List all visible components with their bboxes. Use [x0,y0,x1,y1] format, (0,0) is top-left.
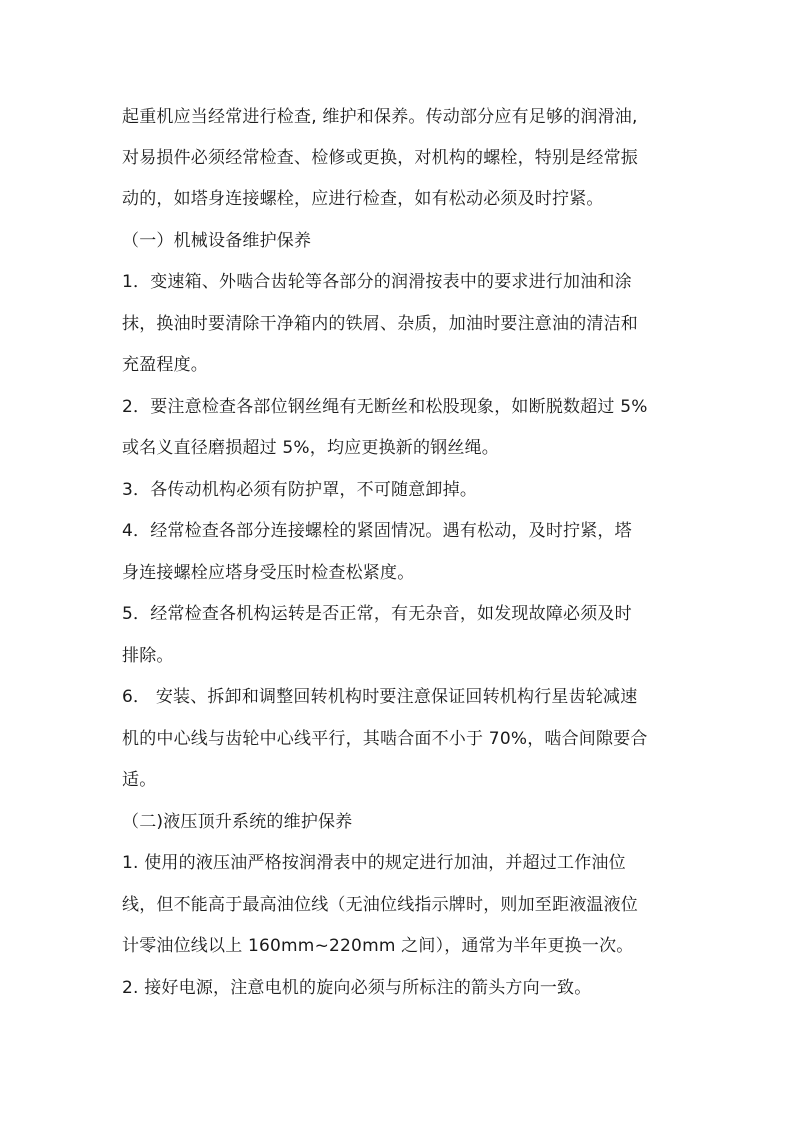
list-item-line: 或名义直径磨损超过 5%，均应更换新的钢丝绳。 [122,438,499,458]
list-item-line: 1. 使用的液压油严格按润滑表中的规定进行加油，并超过工作油位 [122,853,626,873]
list-item-line: 2．要注意检查各部位钢丝绳有无断丝和松股现象，如断脱数超过 5% [122,397,648,417]
list-item-line: 身连接螺栓应塔身受压时检查松紧度。 [122,563,415,583]
list-item-line: 3．各传动机构必须有防护罩，不可随意卸掉。 [122,480,478,500]
list-item-line: 计零油位线以上 160mm~220mm 之间），通常为半年更换一次。 [122,936,634,956]
list-item-line: 2. 接好电源，注意电机的旋向必须与所标注的箭头方向一致。 [122,978,592,998]
paragraph-line: 对易损件必须经常检查、检修或更换，对机构的螺栓，特别是经常振 [122,148,638,168]
paragraph-line: 起重机应当经常进行检查, 维护和保养。传动部分应有足够的润滑油, [122,107,638,127]
paragraph-line: 动的，如塔身连接螺栓，应进行检查，如有松动必须及时拧紧。 [122,189,604,209]
list-item-line: 6． 安装、拆卸和调整回转机构时要注意保证回转机构行星齿轮减速 [122,687,638,707]
list-item-line: 4．经常检查各部分连接螺栓的紧固情况。遇有松动，及时拧紧，塔 [122,521,632,541]
list-item-line: 充盈程度。 [122,355,208,375]
list-item-line: 1．变速箱、外啮合齿轮等各部分的润滑按表中的要求进行加油和涂 [122,272,632,292]
list-item-line: 机的中心线与齿轮中心线平行，其啮合面不小于 70%，啮合间隙要合 [122,729,648,749]
list-item-line: 线，但不能高于最高油位线（无油位线指示牌时，则加至距液温液位 [122,895,638,915]
section-heading: （二)液压顶升系统的维护保养 [122,812,353,832]
section-heading: （一）机械设备维护保养 [122,231,312,251]
list-item-line: 抹，换油时要清除干净箱内的铁屑、杂质，加油时要注意油的清洁和 [122,314,638,334]
list-item-line: 5．经常检查各机构运转是否正常，有无杂音，如发现故障必须及时 [122,604,632,624]
list-item-line: 适。 [122,770,157,790]
list-item-line: 排除。 [122,646,174,666]
